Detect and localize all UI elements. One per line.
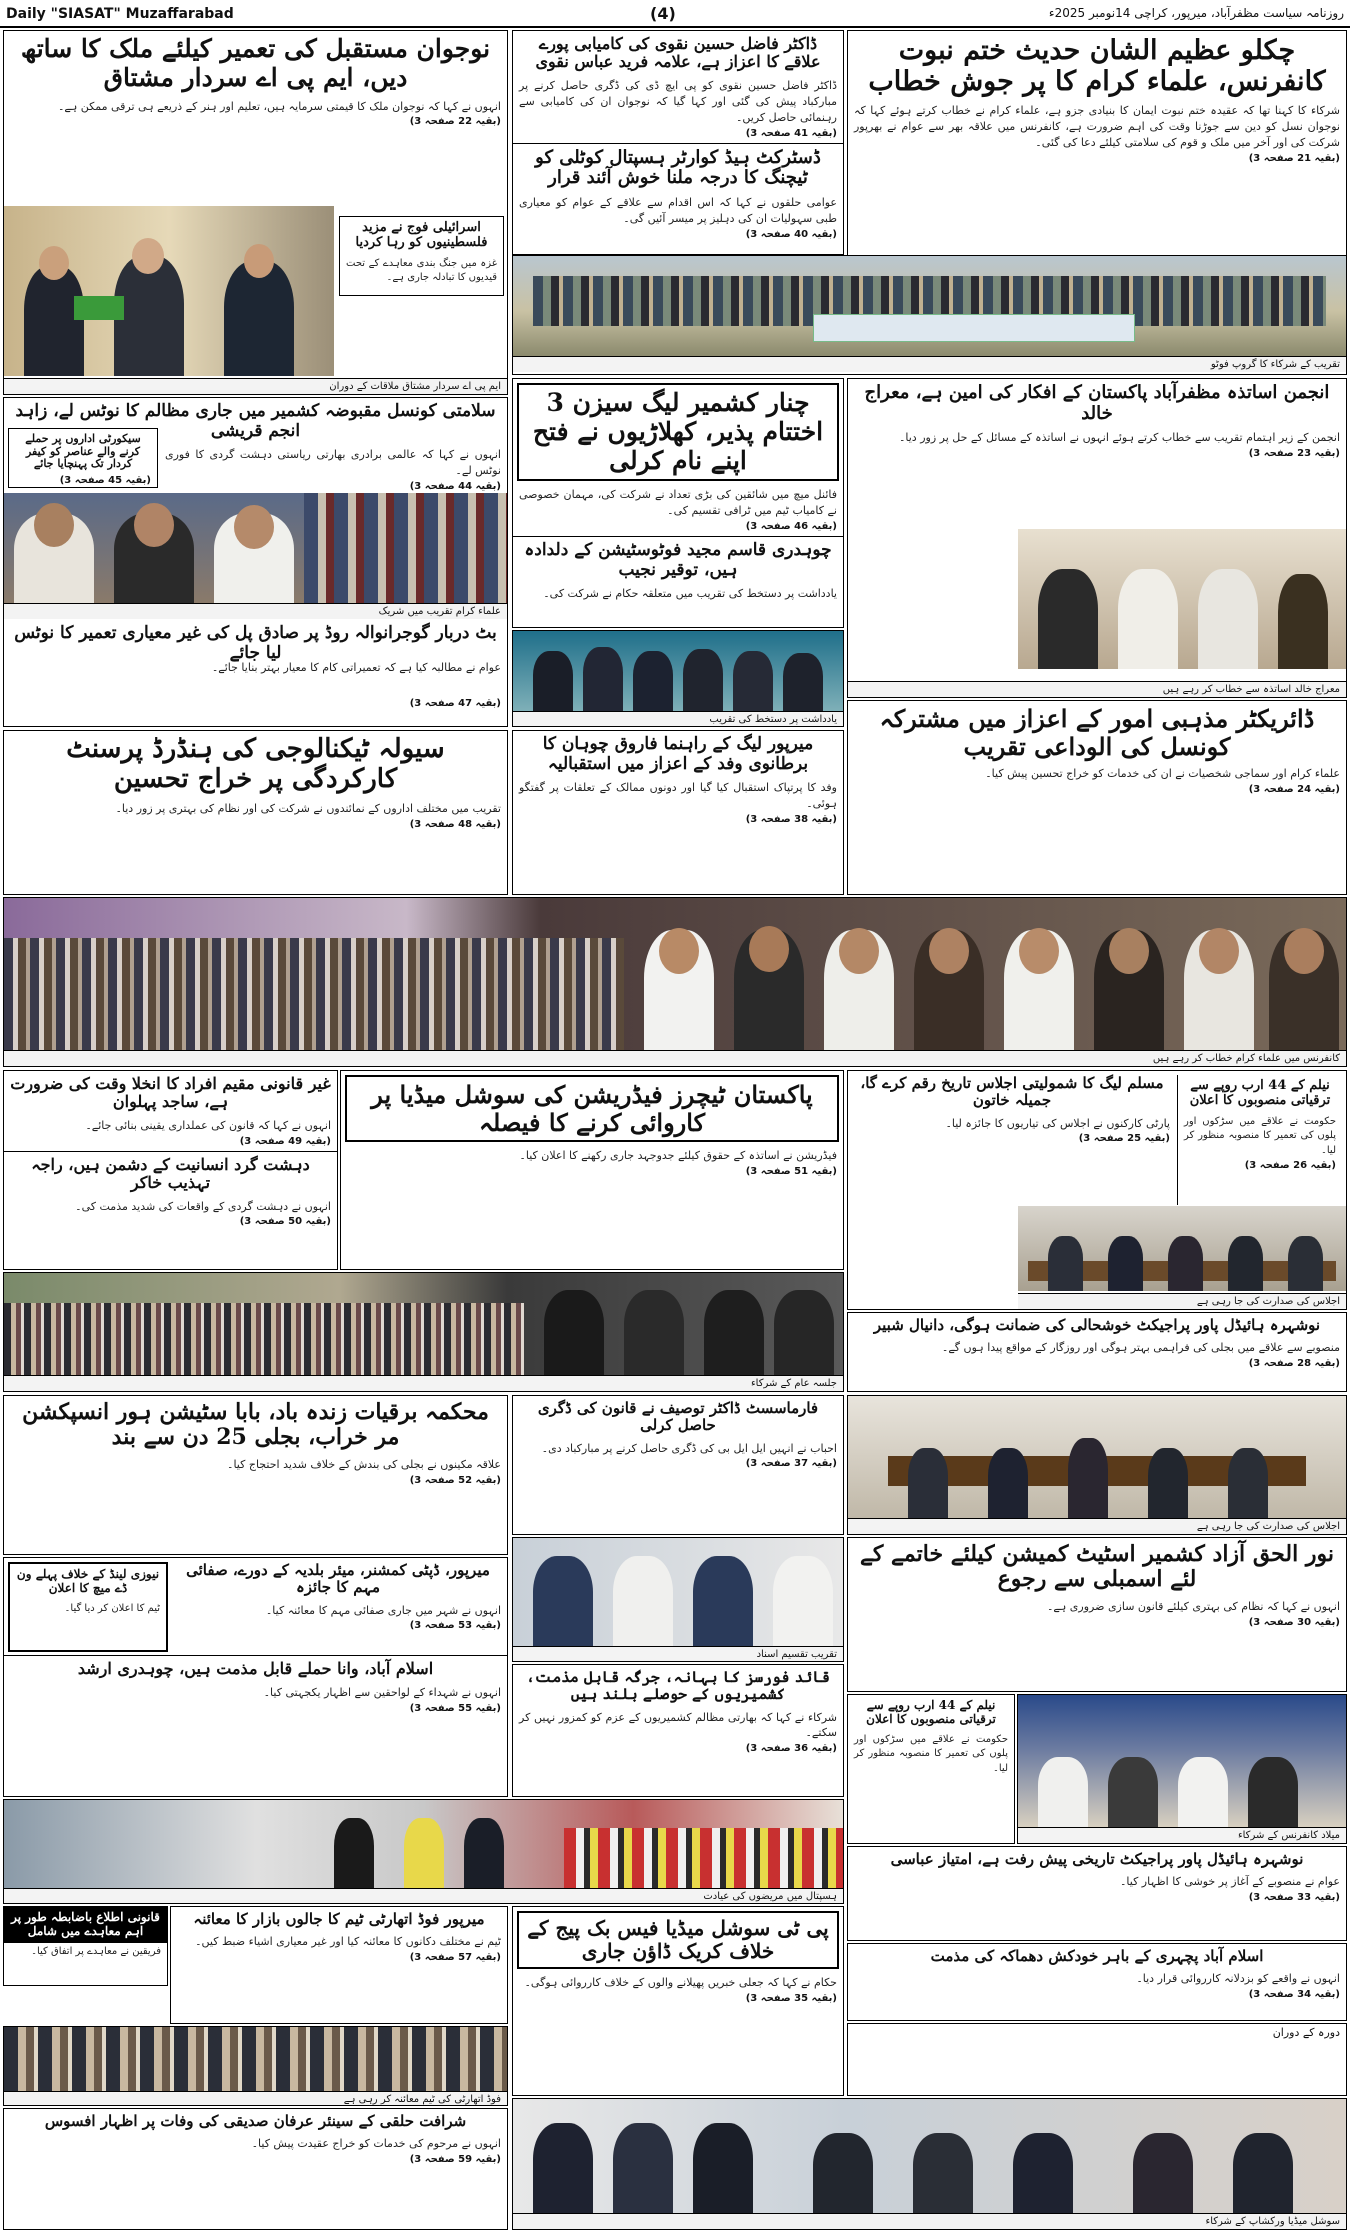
story-anjuman-asatiza [847, 378, 1347, 698]
story-body: عوامی حلقوں نے کہا کہ اس اقدام سے علاقے کے عوام کو معیاری طبی سہولیات ان کی دہلیز پر میسر آئیں گی۔ [519, 195, 837, 225]
story-body: علاقہ مکینوں نے بجلی کی بندش کے خلاف شدید احتجاج کیا۔ [227, 1457, 501, 1471]
office-meeting-photo [847, 1395, 1347, 1535]
meeting-room-photo [1018, 1206, 1346, 1291]
story-headline: ڈسٹرکٹ ہیڈ کوارٹر ہسپتال کوٹلی کو ٹیچنگ کا درجہ ملنا خوش آئند قرار [513, 143, 843, 193]
story-chinar-league [512, 378, 844, 628]
story-continued: (بقیہ 30 صفحہ 3) [1248, 1616, 1340, 1628]
story-body: حکومت نے علاقے میں سڑکوں اور پلوں کی تعمیر کا منصوبہ منظور کر لیا۔ [854, 1733, 1008, 1774]
story-legal-notice [3, 1906, 168, 1986]
story-continued: (بقیہ 34 صفحہ 3) [1248, 1989, 1340, 2001]
hospital-photo-image [4, 1800, 843, 1888]
story-body: انہوں نے شہداء کے لواحقین سے اظہار یکجہتی کیا۔ [263, 1685, 501, 1699]
story-mirpur-dc [3, 1557, 508, 1797]
photo-caption: اجلاس کی صدارت کی جا رہی ہے [848, 1518, 1346, 1534]
story-body: حکام نے کہا کہ جعلی خبریں پھیلانے والوں کے خلاف کارروائی ہوگی۔ [524, 1976, 837, 1989]
story-director-religious [847, 700, 1347, 895]
rally-photo [3, 1272, 844, 1392]
photo-caption: کانفرنس میں علماء کرام خطاب کر رہے ہیں [4, 1050, 1346, 1066]
story-headline: قائد فورسز کا بہانہ، جرگہ قابل مذمت، کشمیریوں کے حوصلے بلند ہیں [526, 1668, 830, 1704]
photo-caption: جلسہ عام کے شرکاء [4, 1375, 843, 1391]
story-new-zealand [8, 1562, 168, 1652]
award-photo-image [513, 1538, 843, 1646]
story-headline: چکلو عظیم الشان حدیث ختم نبوت کانفرنس، علماء کرام کا پر جوش خطاب [868, 35, 1326, 98]
photo-caption: سوشل میڈیا ورکشاپ کے شرکاء [513, 2213, 1346, 2229]
story-continued: (بقیہ 33 صفحہ 3) [1248, 1892, 1340, 1904]
bottom-right-brief [847, 2023, 1347, 2096]
group-photo [512, 255, 1347, 375]
story-social-media-crackdown [512, 1906, 844, 2096]
meeting-photo [4, 206, 334, 376]
story-body: شرکاء نے کہا کہ بھارتی مظالم کشمیریوں کے عزم کو کمزور نہیں کر سکتے۔ [519, 1710, 837, 1740]
workshop-photo-image [513, 2099, 1346, 2213]
story-continued: (بقیہ 47 صفحہ 3) [409, 698, 501, 709]
story-headline: چنار کشمیر لیگ سیزن 3 اختتام پذیر، کھلاڑیوں نے فتح اپنے نام کرلی [517, 383, 839, 481]
food-authority-photo [3, 2026, 508, 2106]
conference-collage [3, 897, 1347, 1067]
story-body: منصوبے سے علاقے میں بجلی کی فراہمی بہتر ہوگی اور روزگار کے مواقع پیدا ہوں گے۔ [941, 1341, 1340, 1355]
story-headline: بٹ دربار گوجرانوالہ روڈ پر صادق پل کی غیر معیاری تعمیر کا نوٹس لیا جائے [14, 623, 497, 663]
award-photo [512, 1537, 844, 1662]
story-headline: نوجوان مستقبل کی تعمیر کیلئے ملک کا ساتھ دیں، ایم پی اے سردار مشتاق [20, 34, 491, 92]
story-islamabad-blast [847, 1943, 1347, 2021]
story-body: ٹیم کا اعلان کر دیا گیا۔ [64, 1602, 160, 1614]
story-continued: (بقیہ 38 صفحہ 3) [745, 813, 837, 825]
workshop-photo [512, 2098, 1347, 2230]
photo-caption: میلاد کانفرنس کے شرکاء [1018, 1827, 1346, 1843]
story-electricity [3, 1395, 508, 1555]
story-continued: (بقیہ 21 صفحہ 3) [1248, 152, 1340, 164]
story-headline: پاکستان ٹیچرز فیڈریشن کی سوشل میڈیا پر کاروائی کرنے کا فیصلہ [345, 1075, 839, 1142]
story-headline: غیر قانونی مقیم افراد کا انخلا وقت کی ضرورت ہے، ساجد پہلوان [10, 1074, 331, 1112]
hospital-photo [3, 1799, 844, 1904]
story-headline: نیلم کے 44 ارب روپے سے ترقیاتی منصوبوں کا اعلان [866, 1698, 996, 1726]
story-continued: (بقیہ 53 صفحہ 3) [409, 1620, 501, 1632]
story-kashmir-morale [512, 1664, 844, 1797]
story-body: حکومت نے علاقے میں سڑکوں اور پلوں کی تعمیر کا منصوبہ منظور کر لیا۔ [1184, 1115, 1336, 1156]
story-continued: (بقیہ 44 صفحہ 3) [409, 480, 501, 492]
story-headline: اسلام آباد، وانا حملے قابل مذمت ہیں، چوہدری ارشد [4, 1655, 507, 1682]
story-continued: (بقیہ 24 صفحہ 3) [1248, 784, 1340, 796]
story-body: انہوں نے واقعے کو بزدلانہ کارروائی قرار دیا۔ [1136, 1972, 1340, 1986]
photo-caption: تقریب کے شرکاء کا گروپ فوٹو [513, 356, 1346, 372]
photo-caption: تقریب تقسیم اسناد [513, 1646, 843, 1662]
story-continued: (بقیہ 49 صفحہ 3) [239, 1135, 331, 1147]
story-body: شرکاء کا کہنا تھا کہ عقیدہ ختم نبوت ایمان کا بنیادی جزو ہے، علماء کرام نے خطاب کرتے ہوئے کہا کہ نوجوان نسل کو دین سے جوڑنا وقت کی اہم ضرورت ہے، کانفرنس میں علاقہ بھر سے عوام نے بھرپور شرکت کی اور آخر میں ملک و قوم کی سلامتی کیلئے دعا کی گئی۔ [854, 104, 1340, 149]
story-continued: (بقیہ 28 صفحہ 3) [1248, 1358, 1340, 1370]
story-body: پارٹی کارکنوں نے اجلاس کی تیاریوں کا جائزہ لیا۔ [945, 1116, 1170, 1130]
rally-photo-image [4, 1273, 843, 1375]
story-pharmacist [512, 1395, 844, 1535]
story-body: احباب نے انہیں ایل ایل بی کی ڈگری حاصل کرنے پر مبارکباد دی۔ [541, 1441, 837, 1455]
story-condolence [3, 2108, 508, 2230]
photo-caption: فوڈ اتھارٹی کی ٹیم معائنہ کر رہی ہے [4, 2091, 507, 2106]
story-continued: (بقیہ 48 صفحہ 3) [409, 818, 501, 830]
story-continued: (بقیہ 57 صفحہ 3) [409, 1952, 501, 1964]
office-meeting-image [848, 1396, 1346, 1518]
photo-caption: اجلاس کی صدارت کی جا رہی ہے [1018, 1293, 1346, 1309]
story-body: انہوں نے کہا کہ نوجوان ملک کا قیمتی سرمایہ ہیں، تعلیم اور ہنر کے ذریعے ہی ترقی ممکن ہے۔ [57, 99, 501, 113]
story-neelum [1177, 1075, 1342, 1205]
story-headline: شرافت حلقی کے سینئر عرفان صدیقی کی وفات پر اظہار افسوس [44, 2112, 467, 2130]
photo-caption: یادداشت پر دستخط کی تقریب [513, 711, 843, 727]
story-headline: قانونی اطلاع باضابطہ طور پر اہم معاہدے میں شامل [4, 1907, 167, 1943]
story-continued: (بقیہ 25 صفحہ 3) [1078, 1133, 1170, 1145]
story-continued: (بقیہ 26 صفحہ 3) [1244, 1160, 1336, 1172]
mawlid-photo [1017, 1694, 1347, 1844]
story-body: تقریب میں مختلف اداروں کے نمائندوں نے شرکت کی اور نظام کی بہتری پر زور دیا۔ [115, 801, 501, 815]
story-body: یادداشت پر دستخط کی تقریب میں متعلقہ حکام نے شرکت کی۔ [543, 587, 837, 601]
story-headline: نیلم کے 44 ارب روپے سے ترقیاتی منصوبوں کا اعلان [1189, 1078, 1331, 1108]
food-authority-image [4, 2027, 507, 2091]
photo-caption: معراج خالد اساتذہ سے خطاب کر رہے ہیں [848, 681, 1346, 697]
paper-name: Daily "SIASAT" Muzaffarabad [6, 6, 234, 22]
story-farooq-chohan [512, 730, 844, 895]
story-continued: (بقیہ 46 صفحہ 3) [745, 521, 837, 533]
story-mpa-mushtaq [3, 30, 508, 395]
story-body: انہوں نے کہا کہ قانون کی عملداری یقینی بنائی جائے۔ [85, 1118, 331, 1132]
story-security-council [3, 397, 508, 727]
story-body: وفد کا پرتپاک استقبال کیا گیا اور دونوں ممالک کے تعلقات پر گفتگو ہوئی۔ [519, 781, 837, 811]
story-body: علماء کرام اور سماجی شخصیات نے ان کی خدمات کو خراج تحسین پیش کیا۔ [985, 767, 1340, 781]
photo-caption: دورہ کے دوران [848, 2024, 1346, 2041]
story-continued: (بقیہ 36 صفحہ 3) [745, 1743, 837, 1755]
story-headline: اسرائیلی فوج نے مزید فلسطینیوں کو رہا کردیا [355, 220, 488, 250]
photo-caption: ایم پی اے سردار مشتاق ملاقات کے دوران [4, 378, 507, 394]
story-headline: سیکورٹی اداروں پر حملے کرنے والے عناصر کو کیفر کردار تک پہنچایا جائے [25, 432, 141, 471]
story-headline: سیولہ ٹیکنالوجی کی ہنڈرڈ پرسنٹ کارکردگی پر خراج تحسین [66, 734, 445, 794]
story-body: غزہ میں جنگ بندی معاہدے کے تحت قیدیوں کا تبادلہ جاری ہے۔ [346, 257, 497, 284]
story-hydel-power [847, 1312, 1347, 1392]
page-number: (4) [650, 4, 676, 23]
mou-photo [512, 630, 844, 727]
story-headline: میرپور، ڈپٹی کمشنر، میئر بلدیہ کے دورے، صفائی مہم کا جائزہ [186, 1561, 490, 1597]
story-body: انہوں نے کہا کہ نظام کی بہتری کیلئے قانون سازی ضروری ہے۔ [1046, 1599, 1340, 1613]
story-body: عوام نے منصوبے کے آغاز پر خوشی کا اظہار کیا۔ [1119, 1875, 1340, 1889]
story-technology [3, 730, 508, 895]
story-body: انہوں نے شہر میں جاری صفائی مہم کا معائنہ کیا۔ [265, 1603, 501, 1617]
story-body: ڈاکٹر فاضل حسین نقوی کو پی ایچ ڈی کی ڈگری حاصل کرنے پر مبارکباد پیش کی گئی اور کہا گیا کہ نوجوان ان کی کامیابی سے رہنمائی حاصل کریں۔ [519, 78, 837, 124]
story-headline: پی ٹی سوشل میڈیا فیس بک پیج کے خلاف کریک ڈاؤن جاری [517, 1911, 839, 1969]
story-continued: (بقیہ 37 صفحہ 3) [745, 1458, 837, 1470]
story-dr-fazil [512, 30, 844, 255]
story-headline: محکمہ برقیات زندہ باد، بابا سٹیشن ہور انسپکشن مر خراب، بجلی 25 دن سے بند [22, 1399, 489, 1451]
story-continued: (بقیہ 51 صفحہ 3) [745, 1166, 837, 1178]
story-hydel-imtiaz [847, 1846, 1347, 1941]
masthead [0, 0, 1350, 28]
story-sajid-pehlwan [3, 1070, 338, 1270]
mou-photo-image [513, 631, 843, 711]
story-body: عوام نے مطالبہ کیا ہے کہ تعمیراتی کام کا معیار بہتر بنایا جائے۔ [211, 661, 501, 674]
story-body: انہوں نے دہشت گردی کے واقعات کی شدید مذمت کی۔ [75, 1199, 331, 1213]
story-headline: ڈائریکٹر مذہبی امور کے اعزاز میں مشترکہ کونسل کی الوداعی تقریب [879, 704, 1315, 761]
story-headline: انجمن اساتذہ مظفرآباد پاکستان کے افکار کی امین ہے، معراج خالد [864, 382, 1330, 424]
story-israel [339, 216, 504, 296]
story-body: ٹیم نے مختلف دکانوں کا معائنہ کیا اور غیر معیاری اشیاء ضبط کیں۔ [195, 1935, 501, 1949]
story-noor-ul-haq [847, 1537, 1347, 1692]
story-headline: چوہدری قاسم مجید فوٹوسٹیشن کے دلدادہ ہیں، توقیر نجیب [513, 536, 843, 584]
dateline: روزنامہ سیاست مظفرآباد، میرپور، کراچی 14نومبر 2025ء [1048, 6, 1344, 20]
side-brief [847, 1694, 1015, 1844]
story-body: انہوں نے مرحوم کی خدمات کو خراج عقیدت پیش کیا۔ [251, 2137, 501, 2151]
story-continued: (بقیہ 59 صفحہ 3) [409, 2154, 501, 2166]
story-muslim-league [847, 1070, 1347, 1310]
story-body: فائنل میچ میں شائقین کی بڑی تعداد نے شرکت کی، مہمان خصوصی نے کامیاب ٹیم میں ٹرافی تقسیم کی۔ [519, 488, 837, 518]
story-continued: (بقیہ 35 صفحہ 3) [745, 1992, 837, 2004]
story-body: فیڈریشن نے اساتذہ کے حقوق کیلئے جدوجہد جاری رکھنے کا اعلان کیا۔ [519, 1149, 837, 1163]
story-body: انہوں نے کہا کہ عالمی برادری بھارتی ریاستی دہشت گردی کا فوری نوٹس لے۔ [165, 448, 501, 478]
story-teachers-federation [340, 1070, 844, 1270]
story-headline: ڈاکٹر فاضل حسین نقوی کی کامیابی پورے علاقے کا اعزاز ہے، علامہ فرید عباس نقوی [535, 34, 821, 72]
story-headline: سلامتی کونسل مقبوضہ کشمیر میں جاری مظالم کا نوٹس لے، زاہد انجم قریشی [15, 401, 496, 441]
story-body: انجمن کے زیر اہتمام تقریب سے خطاب کرتے ہوئے انہوں نے اساتذہ کے مسائل کے حل پر زور دیا۔ [898, 431, 1340, 445]
story-headline: نور الحق آزاد کشمیر اسٹیٹ کمیشن کیلئے خاتمے کے لئے اسمبلی سے رجوع [860, 1541, 1334, 1593]
ulema-photo [4, 493, 507, 603]
story-headline: دہشت گرد انسانیت کے دشمن ہیں، راجہ تہذیب خاکر [4, 1151, 337, 1197]
story-headline: فارماسسٹ ڈاکٹر توصیف نے قانون کی ڈگری حاصل کرلی [537, 1399, 819, 1435]
photo-caption: ہسپتال میں مریضوں کی عیادت [4, 1888, 843, 1904]
photo-caption: علماء کرام تقریب میں شریک [4, 603, 507, 619]
group-photo-image [513, 256, 1346, 356]
story-headline: نوشہرہ ہائیڈل پاور پراجیکٹ تاریخی پیش رفت ہے، امتیاز عباسی [890, 1850, 1304, 1868]
story-body: فریقین نے معاہدے پر اتفاق کیا۔ [31, 1945, 161, 1957]
story-security-forces [8, 428, 158, 488]
story-continued: (بقیہ 55 صفحہ 3) [409, 1702, 501, 1714]
story-continued: (بقیہ 52 صفحہ 3) [409, 1474, 501, 1486]
story-headline: اسلام آباد پچہری کے باہر خودکش دھماکہ کی مذمت [930, 1947, 1264, 1965]
conference-collage-image [4, 898, 1346, 1050]
mawlid-photo-image [1018, 1695, 1346, 1827]
story-headline: نوشہرہ ہائیڈل پاور پراجیکٹ خوشحالی کی ضمانت ہوگی، دانیال شبیر [873, 1316, 1321, 1334]
story-headline: میرپور لیگ کے راہنما فاروق چوہان کا برطانوی وفد کے اعزاز میں استقبالیہ [542, 734, 814, 774]
story-headline: میرپور فوڈ اتھارٹی ٹیم کا جالوں بازار کا معائنہ [193, 1910, 485, 1928]
anjuman-photo [1018, 529, 1346, 669]
story-continued: (بقیہ 22 صفحہ 3) [409, 116, 501, 128]
story-continued: (بقیہ 23 صفحہ 3) [1248, 448, 1340, 460]
story-headline: مسلم لیگ کا شمولیتی اجلاس تاریخ رقم کرے گا، جمیلہ خاتون [860, 1074, 1164, 1110]
story-continued: (بقیہ 40 صفحہ 3) [745, 228, 837, 240]
story-headline: نیوزی لینڈ کے خلاف پہلے ون ڈے میچ کا اعلان [16, 1567, 160, 1595]
story-continued: (بقیہ 50 صفحہ 3) [239, 1216, 331, 1228]
story-continued: (بقیہ 41 صفحہ 3) [745, 127, 837, 139]
story-continued: (بقیہ 45 صفحہ 3) [59, 474, 151, 486]
story-food-authority [170, 1906, 508, 2024]
